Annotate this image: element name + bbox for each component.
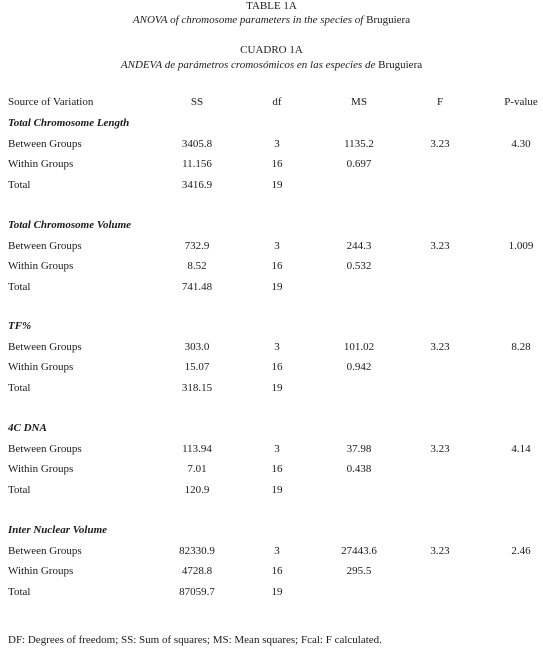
cell-source: Total [8, 483, 31, 496]
table-row [0, 179, 543, 193]
cell-ss: 8.52 [187, 260, 207, 272]
cell-f: 3.23 [430, 340, 450, 353]
section-title: Inter Nuclear Volume [8, 524, 108, 536]
cell-source: Within Groups [8, 260, 74, 272]
table-row [0, 281, 543, 295]
cell-ss: 303.0 [184, 340, 210, 353]
cell-df: 16 [271, 361, 283, 373]
cell-source: Within Groups [8, 565, 74, 577]
cell-ss: 11.156 [182, 158, 212, 170]
cell-p: 1.009 [508, 239, 534, 252]
cell-source: Between Groups [8, 137, 82, 150]
section-heading [0, 219, 543, 233]
section-title: Total Chromosome Length [8, 117, 130, 129]
cell-ss: 82330.9 [179, 544, 215, 557]
cell-ms: 37.98 [346, 442, 372, 455]
table-row [0, 158, 543, 172]
cell-ms: 101.02 [343, 340, 375, 353]
section-title: TF% [8, 320, 32, 332]
section-heading [0, 422, 543, 436]
cell-ss: 3416.9 [181, 178, 213, 191]
col-header-f: F [436, 96, 444, 108]
cell-ss: 87059.7 [179, 585, 215, 598]
table-row [0, 545, 543, 559]
cell-df: 19 [271, 585, 283, 598]
cell-ss: 318.15 [181, 381, 213, 394]
cell-df: 3 [274, 544, 280, 557]
column-header-row [0, 96, 543, 110]
table-title-spanish: CUADRO 1A [240, 44, 303, 56]
cell-ss: 113.94 [182, 442, 212, 455]
cell-ss: 741.48 [181, 280, 213, 293]
cell-ms: 0.697 [346, 158, 372, 170]
cell-source: Within Groups [8, 463, 74, 475]
table-row [0, 382, 543, 396]
footnote: DF: Degrees of freedom; SS: Sum of squares; MS: Mean squares; Fcal: F calculated. [8, 634, 382, 646]
cell-df: 16 [271, 260, 283, 272]
cell-df: 16 [271, 158, 283, 170]
cell-p: 2.46 [511, 544, 531, 557]
cell-source: Total [8, 280, 31, 293]
table-row [0, 443, 543, 457]
table-row [0, 260, 543, 274]
subtitle2-genus: Bruguiera [378, 59, 423, 71]
cell-source: Within Groups [8, 158, 74, 170]
cell-df: 19 [271, 381, 283, 394]
table-row [0, 240, 543, 254]
section-heading [0, 117, 543, 131]
col-header-df: df [272, 96, 282, 108]
table-subtitle-spanish [0, 59, 543, 71]
cell-source: Between Groups [8, 442, 82, 455]
table-row [0, 138, 543, 152]
cell-source: Total [8, 381, 31, 394]
cell-df: 3 [274, 340, 280, 353]
cell-p: 4.14 [511, 442, 531, 455]
cell-ms: 295.5 [346, 565, 372, 577]
table-row [0, 484, 543, 498]
cell-ms: 1135.2 [344, 137, 374, 150]
cell-source: Between Groups [8, 239, 82, 252]
col-header-source: Source of Variation [8, 96, 94, 108]
cell-source: Between Groups [8, 544, 82, 557]
col-header-p: P-value [504, 96, 538, 108]
cell-source: Within Groups [8, 361, 74, 373]
cell-f: 3.23 [430, 442, 450, 455]
cell-df: 3 [274, 137, 280, 150]
table-row [0, 361, 543, 375]
cell-df: 19 [271, 178, 283, 191]
table-row [0, 463, 543, 477]
cell-source: Between Groups [8, 340, 82, 353]
cell-ms: 244.3 [346, 239, 372, 252]
cell-ss: 15.07 [184, 361, 210, 373]
table-subtitle [0, 14, 543, 26]
cell-ms: 0.438 [346, 463, 372, 475]
cell-source: Total [8, 585, 31, 598]
cell-df: 3 [274, 239, 280, 252]
cell-p: 4.30 [511, 137, 531, 150]
cell-p: 8.28 [511, 340, 531, 353]
cell-ms: 0.942 [346, 361, 372, 373]
subtitle-italic: ANOVA of chromosome parameters in the species of [132, 14, 364, 26]
cell-ss: 4728.8 [181, 565, 213, 577]
section-title: Total Chromosome Volume [8, 219, 132, 231]
cell-ss: 120.9 [184, 483, 210, 496]
section-title: 4C DNA [8, 422, 47, 434]
table-title: TABLE 1A [246, 0, 297, 12]
section-heading [0, 320, 543, 334]
col-header-ss: SS [190, 96, 204, 108]
section-heading [0, 524, 543, 538]
subtitle2-italic: ANDEVA de parámetros cromosómicos en las especies de [120, 59, 376, 71]
table-row [0, 341, 543, 355]
table-row [0, 565, 543, 579]
cell-f: 3.23 [430, 239, 450, 252]
cell-ss: 3405.8 [181, 137, 213, 150]
subtitle-genus: Bruguiera [366, 14, 411, 26]
cell-source: Total [8, 178, 31, 191]
cell-df: 19 [271, 483, 283, 496]
col-header-ms: MS [351, 96, 367, 108]
cell-ms: 0.532 [346, 260, 372, 272]
cell-ms: 27443.6 [341, 544, 377, 557]
cell-df: 3 [274, 442, 280, 455]
table-row [0, 586, 543, 600]
cell-df: 16 [271, 463, 283, 475]
cell-f: 3.23 [430, 137, 450, 150]
cell-df: 16 [271, 565, 283, 577]
cell-ss: 732.9 [184, 239, 210, 252]
cell-df: 19 [271, 280, 283, 293]
cell-ss: 7.01 [187, 463, 207, 475]
cell-f: 3.23 [430, 544, 450, 557]
